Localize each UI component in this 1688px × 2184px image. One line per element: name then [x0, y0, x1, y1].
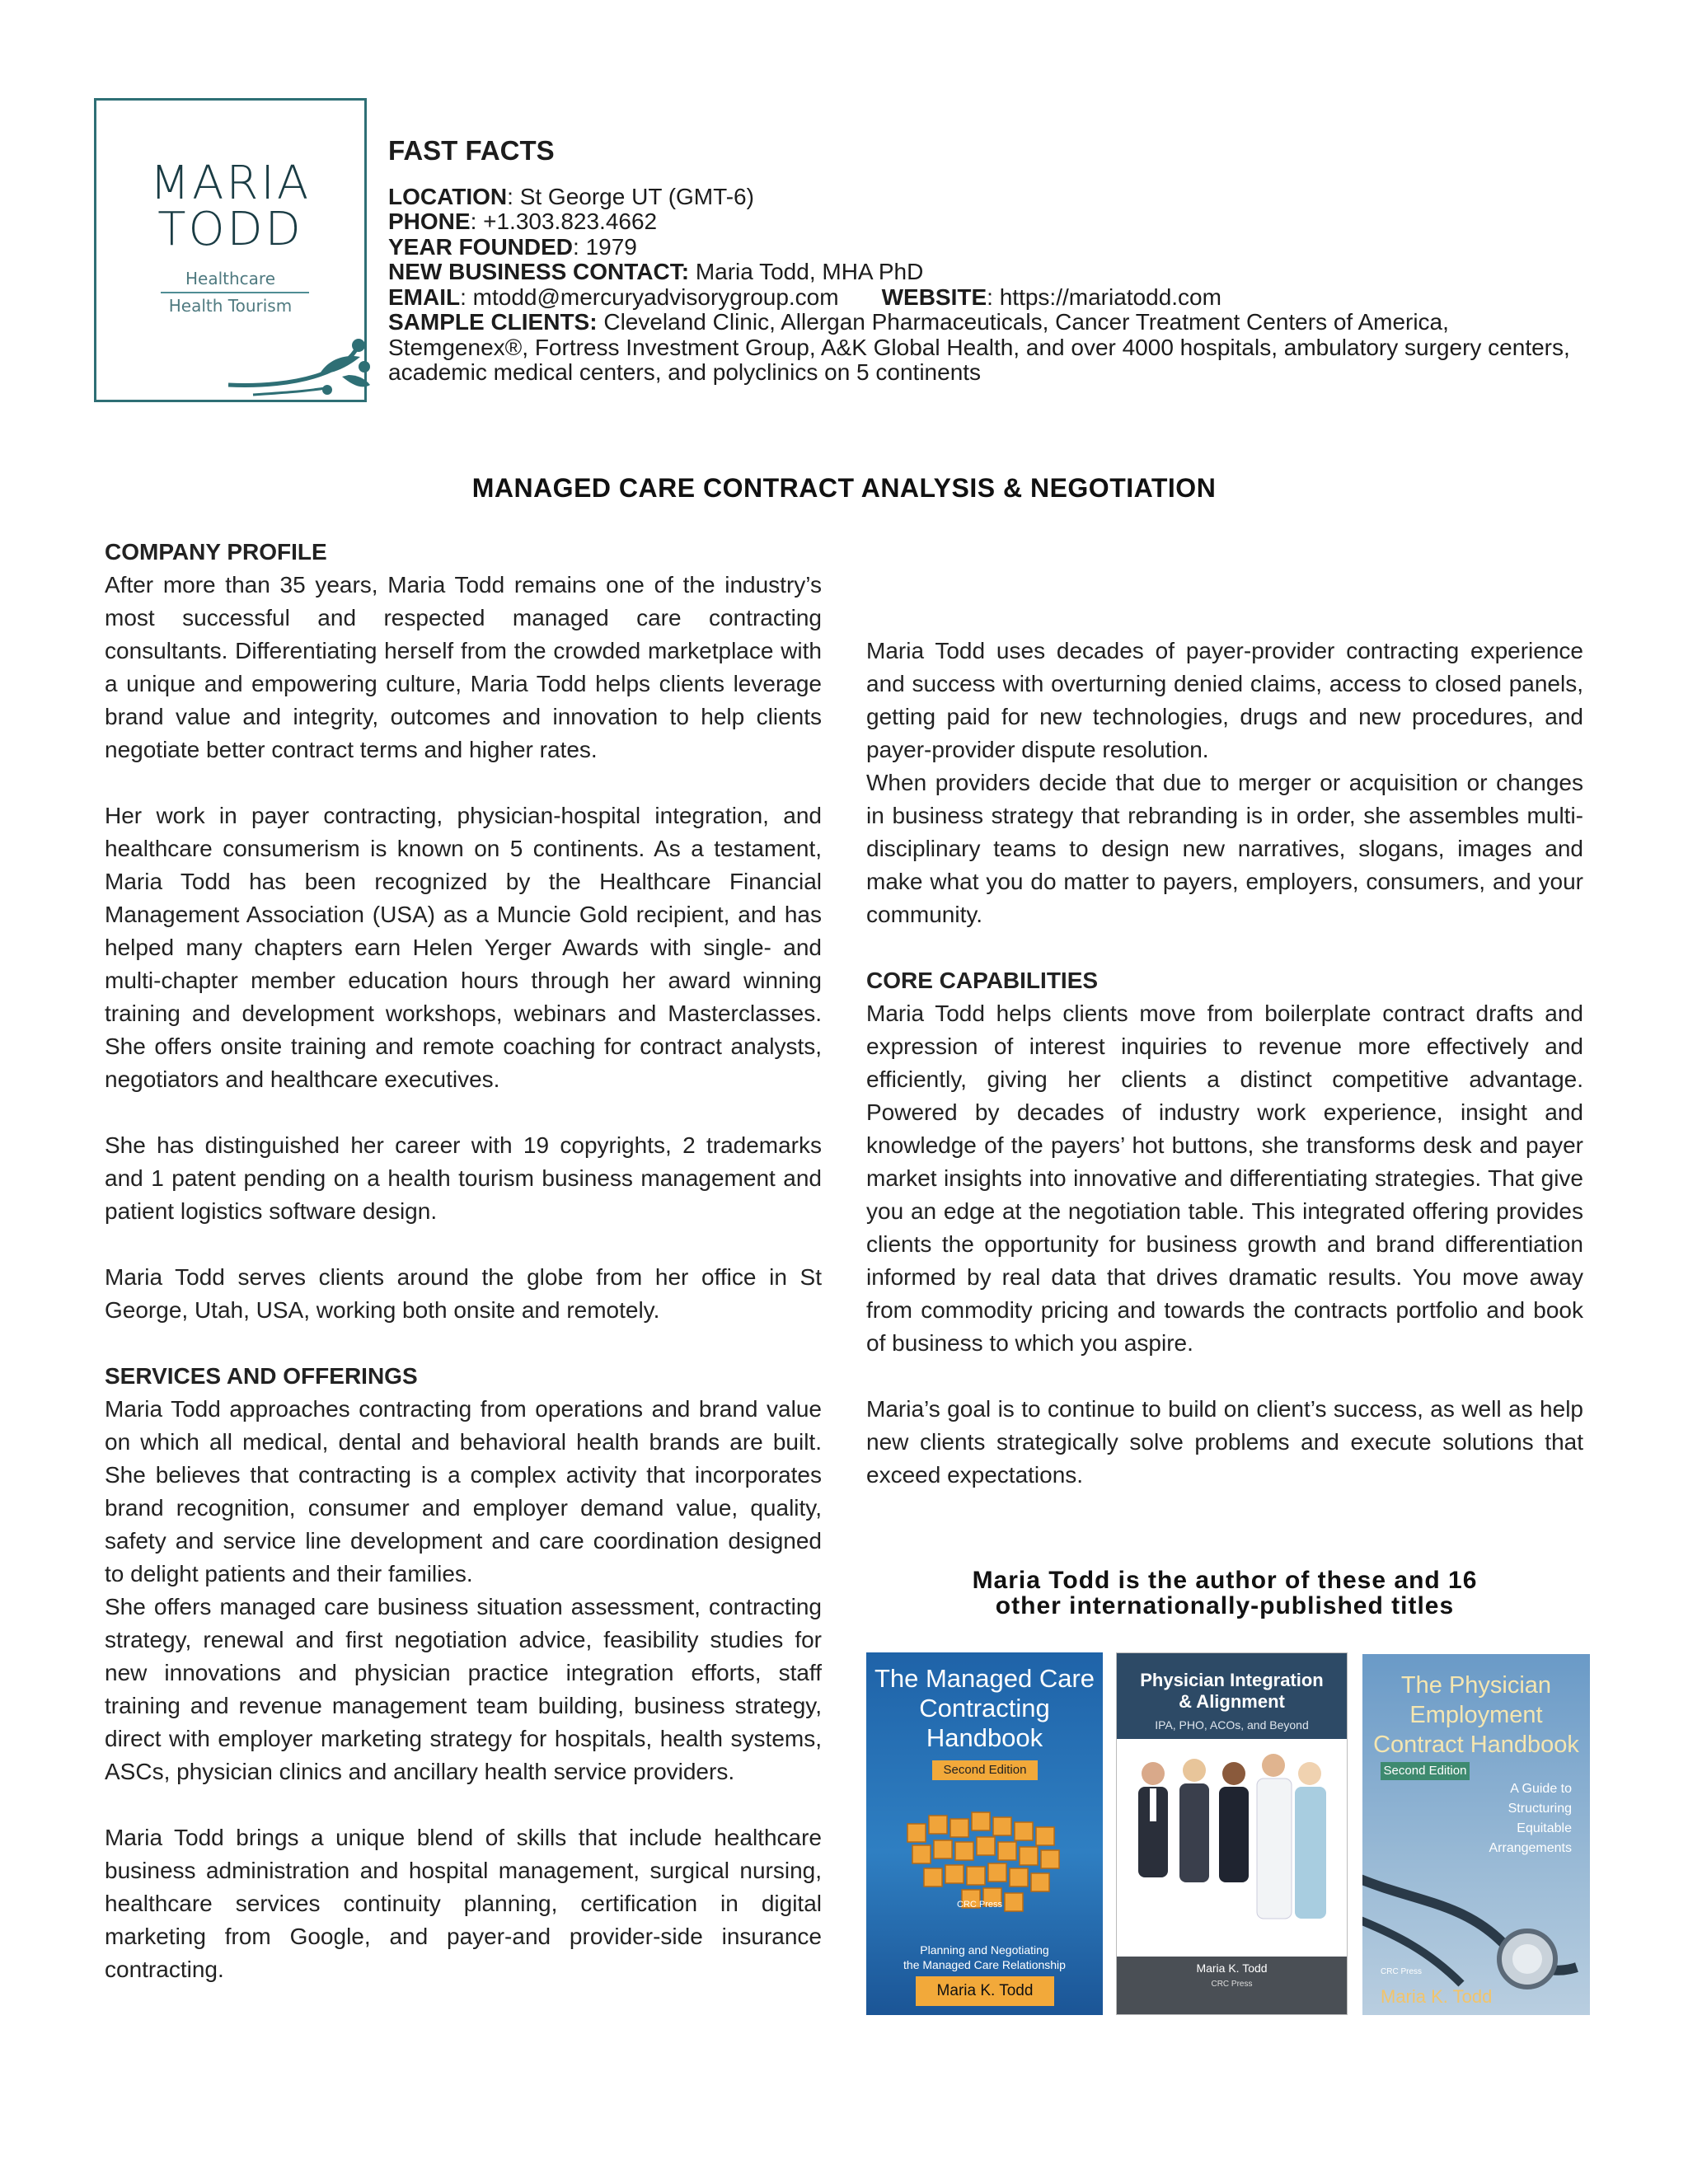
company-profile-paragraph: Maria Todd serves clients around the globe from her office in St George, Utah, USA, working both onsite and remotely. [105, 1264, 822, 1323]
email-label: EMAIL [388, 284, 461, 310]
book-title-line: Handbook [926, 1723, 1043, 1752]
book-cover-managed-care [866, 1652, 1103, 2015]
services-paragraph: Maria Todd approaches contracting from operations and brand value on which all medical, dental and behavioral health brands are built. She believes that contracting is a complex activity that incorporates brand recognition, consumer and employer demand value, quality, safety and service line development and care coordination designed to delight patients and their families. [105, 1396, 822, 1586]
core-paragraph: Maria’s goal is to continue to build on client’s success, as well as help new clients strategically solve problems and execute solutions that exceed expectations. [866, 1396, 1583, 1488]
books-caption-line: Maria Todd is the author of these and 16 [972, 1567, 1478, 1594]
doctors-group-illustration [1128, 1749, 1337, 1955]
book-title-line: Employment [1409, 1702, 1543, 1728]
fact-email-website [388, 285, 1592, 311]
book-subtitle-line: Structuring [1507, 1802, 1572, 1816]
company-logo [94, 98, 367, 402]
website-value[interactable]: : https://mariatodd.com [987, 284, 1221, 310]
company-profile-paragraph: She has distinguished her career with 19 copyrights, 2 trademarks and 1 patent pending on a health tourism business management and patient logistics software design. [105, 1132, 822, 1224]
services-heading: SERVICES AND OFFERINGS [105, 1363, 418, 1389]
book-title-line: The Managed Care [874, 1664, 1095, 1693]
logo-tagline-healthcare: Healthcare [185, 269, 275, 288]
fact-phone [388, 209, 1592, 235]
services-paragraph: Maria Todd brings a unique blend of skills that include healthcare business administration and hospital management, surgical nursing, healthcare services continuity planning, certification in digital marketing from Google, and payer-and provider-side insurance contracting. [105, 1825, 822, 1982]
book-subtitle-line: A Guide to [1510, 1782, 1572, 1796]
page-title: MANAGED CARE CONTRACT ANALYSIS & NEGOTIATION [471, 473, 1217, 503]
book-title-line: & Alignment [1179, 1691, 1285, 1712]
logo-divider [161, 292, 309, 293]
phone-label: PHONE [388, 209, 471, 234]
books-caption-line: other internationally-published titles [995, 1592, 1455, 1619]
fact-clients [388, 310, 1592, 386]
email-value[interactable]: : mtodd@mercuryadvisorygroup.com [460, 284, 839, 310]
book-edition-badge: Second Edition [932, 1760, 1038, 1780]
publisher-label: CRC Press [1381, 1967, 1423, 1976]
company-profile-paragraph: After more than 35 years, Maria Todd remains one of the industry’s most successful and respected managed care contracting consultants. Differentiating herself from the crowded marketplace with a unique and empowering culture, Maria Todd helps clients leverage brand value and integrity, outcomes and innovation to help clients negotiate better contract terms and higher rates. [105, 572, 822, 762]
fast-facts-title: FAST FACTS [388, 135, 555, 166]
location-value: : St George UT (GMT-6) [507, 183, 754, 209]
left-column [105, 536, 822, 1986]
book-title-line: Contracting [919, 1694, 1050, 1722]
year-label: YEAR FOUNDED [388, 233, 574, 260]
books-caption [866, 1568, 1583, 1619]
logo-name-first: MARIA [149, 157, 312, 210]
clients-value: Cleveland Clinic, Allergan Pharmaceuticals, Cancer Treatment Centers of America, Stemgenex®, Fortress Investment Group, A&K Global Health, and over 4000 hospitals, ambulatory surgery centers, academic medical centers, and polyclinics on 5 continents [388, 309, 1570, 385]
book-title-line: The Physician [1400, 1672, 1552, 1699]
book-cover-physician-employment [1362, 1654, 1590, 2015]
fact-contact [388, 260, 1592, 285]
fact-year [388, 235, 1592, 260]
book-edition-badge: Second Edition [1381, 1762, 1470, 1780]
book-subtitle-line: Arrangements [1489, 1841, 1572, 1855]
clients-label: SAMPLE CLIENTS: [388, 309, 598, 335]
logo-tagline-tourism: Health Tourism [168, 296, 293, 316]
right-column [866, 536, 1583, 1492]
services-paragraph: When providers decide that due to merger or acquisition or changes in business strategy that rebranding is in order, she assembles multi-disciplinary teams to design new narratives, slogans, images and make what you do matter to payers, employers, consumers, and your community. [866, 770, 1583, 927]
core-capabilities-heading: CORE CAPABILITIES [866, 968, 1099, 993]
services-paragraph: She offers managed care business situation assessment, contracting strategy, renewal and first negotiation advice, feasibility studies for new innovations and physician practice integration efforts, staff training and revenue management team building, business strategy, direct with employer marketing strategy for hospitals, health systems, ASCs, physician clinics and ancillary health service providers. [105, 1594, 822, 1784]
book-author: Maria K. Todd [1381, 1986, 1493, 2007]
book-subtitle: IPA, PHO, ACOs, and Beyond [1155, 1718, 1309, 1732]
phone-value: : +1.303.823.4662 [470, 209, 658, 234]
publisher-label: CRC Press [1211, 1980, 1253, 1989]
company-profile-heading: COMPANY PROFILE [105, 539, 327, 565]
book-subtitle-line: the Managed Care Relationship [903, 1958, 1066, 1971]
book-cover-physician-integration [1116, 1652, 1348, 2015]
book-subtitle-line: Equitable [1517, 1821, 1572, 1835]
year-value: : 1979 [573, 233, 637, 260]
book-title-line: Contract Handbook [1373, 1732, 1579, 1758]
company-profile-paragraph: Her work in payer contracting, physician-hospital integration, and healthcare consumerism is known on 5 continents. As a testament, Maria Todd has been recognized by the Healthcare Financial Management Association (USA) as a Muncie Gold recipient, and has helped many chapters earn Helen Yerger Awards with single- and multi-chapter member education hours through her award winning training and development workshops, webinars and Masterclasses. She offers onsite training and remote coaching for contract analysts, negotiators and healthcare executives. [105, 803, 822, 1092]
services-paragraph: Maria Todd uses decades of payer-provider contracting experience and success with overturning denied claims, access to closed panels, getting paid for new technologies, drugs and new procedures, and payer-provider dispute resolution. [866, 638, 1583, 762]
book-author: Maria K. Todd [1196, 1961, 1268, 1975]
core-paragraph: Maria Todd helps clients move from boilerplate contract drafts and expression of interest inquiries to revenue more effectively and efficiently, giving her clients a distinct competitive advantage. Powered by decades of industry work experience, insight and knowledge of the payers’ hot buttons, she transforms desk and payer market insights into innovative and differentiating strategies. That give you an edge at the negotiation table. This integrated offering provides clients the opportunity for business growth and brand differentiation informed by real data that drives dramatic results. You move away from commodity pricing and towards the contracts portfolio and book of business to which you aspire. [866, 1001, 1583, 1356]
publisher-label: CRC Press [957, 1900, 1003, 1910]
book-subtitle-line: Planning and Negotiating [920, 1943, 1049, 1957]
book-title-line: Physician Integration [1140, 1670, 1324, 1690]
fact-location [388, 185, 1592, 210]
contact-value: Maria Todd, MHA PhD [689, 259, 924, 284]
fast-facts [388, 135, 1592, 386]
logo-swirl-icon [228, 335, 373, 401]
logo-name-last: TODD [157, 203, 303, 256]
contact-label: NEW BUSINESS CONTACT: [388, 259, 690, 284]
book-author: Maria K. Todd [916, 1976, 1054, 2006]
location-label: LOCATION [388, 183, 508, 209]
website-label: WEBSITE [881, 284, 987, 310]
